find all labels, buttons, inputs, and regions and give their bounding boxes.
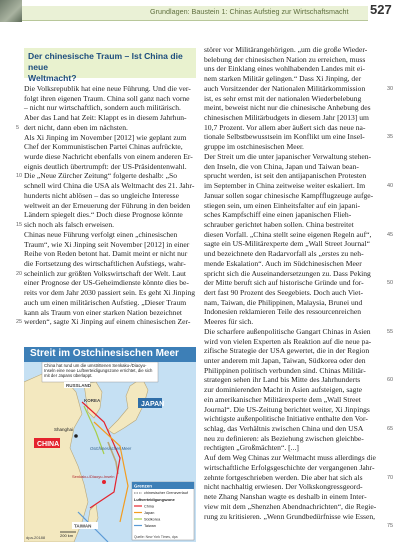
text-line: diesen Vorfall. „China stellt seine eigenen Regeln auf“, xyxy=(204,229,372,239)
left-text-column xyxy=(24,84,196,327)
islands-marker xyxy=(102,480,106,484)
map-title-bar xyxy=(24,347,196,362)
scale-label: 200 km xyxy=(60,533,74,538)
text-line: Journal“. Die US-Zeitung berichtet weiter, Xi Jinpings xyxy=(204,404,370,414)
text-line: Meeres für sich. xyxy=(204,317,254,327)
text-line: – nicht nur wirtschaftlich, sondern auch militärisch. xyxy=(24,103,181,113)
text-line: dert fast 90 Prozent des Seegebiets. Doch auch Viet- xyxy=(204,287,364,297)
article-title-line: Der chinesische Traum – Ist China die neue xyxy=(28,51,183,72)
text-line: Januar sollen sogar chinesische Kampfflugzeuge aufge- xyxy=(204,190,374,200)
line-number: 45 xyxy=(387,231,394,238)
line-number: 70 xyxy=(387,474,394,481)
text-line: der Mitte beruft sich auf historische Gründe und for- xyxy=(204,278,364,288)
text-line: dert nicht, dann eben im nächsten. xyxy=(24,122,128,132)
running-header xyxy=(0,0,400,24)
china-label: CHINA xyxy=(37,441,60,448)
line-number: 60 xyxy=(387,377,394,384)
text-line: Die scharfere außenpolitische Gangart Chinas in Asien xyxy=(204,326,371,336)
korea-label: KOREA xyxy=(84,398,101,403)
text-line: die Fortsetzung des wirtschaftlichen Aufstiegs, wahr- xyxy=(24,258,186,268)
text-line: wichtigste außenpolitische Initiative enthalte den Vor- xyxy=(204,414,368,424)
text-line: Als Xi Jinping im November [2012] wie geplant zum xyxy=(24,132,187,142)
text-line: Indonesien reklamieren Teile des ressourcenreichen xyxy=(204,307,362,317)
legend-title: Grenzen xyxy=(134,483,153,489)
text-line: stiegen sein, um einen Einheitsfalter auf ein japani- xyxy=(204,200,361,210)
taiwan-label: TAIWAN xyxy=(74,523,92,529)
text-line: scheinlich zur größten Volkswirtschaft der Welt. Laut xyxy=(24,268,186,278)
right-text-column xyxy=(204,45,384,521)
line-number: 35 xyxy=(387,134,394,141)
text-line: eignis deutlich übertrumpft: der US-Präsidentenwahl. xyxy=(24,161,187,171)
text-line: Ländern spiegelt dies.“ Doch diese Prognose könnte xyxy=(24,210,183,220)
text-line: den Inseln, die von China, Japan und Taiwan bean- xyxy=(204,161,359,171)
text-line: sprucht werden, ist seit den antijapanischen Protesten xyxy=(204,171,367,181)
text-line: im September in China zeitweise weiter eskaliert. Im xyxy=(204,181,366,191)
text-line: sagte ein US-Militärexperte dem „Wall Street Journal“ xyxy=(204,239,370,249)
source-note: Quelle: New York Times, dpa xyxy=(134,535,178,539)
text-line: wurde diese Nachricht ebenfalls von einem anderen Er- xyxy=(24,152,193,162)
text-line: Die Volksrepublik hat eine neue Führung. Und die ver- xyxy=(24,84,191,93)
text-line: unter anderem mit Japan, Taiwan, Südkorea oder den xyxy=(204,356,366,365)
text-line: Auf dem Weg Chinas zur Weltmacht muss allerdings die xyxy=(204,453,376,463)
text-line: nem starken Militär gelingen.“ Dass Xi Jinping, der xyxy=(204,74,362,84)
line-number: 15 xyxy=(16,222,23,229)
text-line: werden“, sagte Xi Jinping auf einem chinesischen Zer- xyxy=(24,317,191,327)
line-number: 10 xyxy=(16,173,23,180)
text-line: Aber das Land hat Zeit: Klappt es in diesem Jahrhun- xyxy=(24,113,187,123)
text-line: Chef der Kommunistischen Partei Chinas aufrückte, xyxy=(24,142,183,152)
text-line: Traum“, wie Xi Jinping seit November [2012] in einer xyxy=(24,239,190,249)
text-line: strategen sehen ihr Land bis Mitte des Jahrhunderts xyxy=(204,375,361,385)
line-number: 20 xyxy=(16,270,23,277)
text-line: uns der Einklang eines wohlhabenden Landes mit ei- xyxy=(204,64,365,74)
text-line: rung zu kritisieren. „Wenn Grundbedürfnisse wie Essen, xyxy=(204,511,376,521)
text-line: zifische Strategie der USA gewertet, die in der Region xyxy=(204,346,370,356)
shanghai-label: Shanghai xyxy=(54,427,74,432)
line-number: 30 xyxy=(387,85,394,92)
line-number: 25 xyxy=(16,319,23,326)
text-line: störer vor Militärangehörigen. „um die große Wieder- xyxy=(204,45,368,54)
text-line: schrauber gerichtet haben sollen. China bestreitet xyxy=(204,219,354,229)
line-number: 40 xyxy=(387,183,394,190)
text-line: tionale Selbstbewusstsein im Konflikt um eine Insel- xyxy=(204,132,365,142)
text-line: kann als Traum von einer starken Nation bezeichnet xyxy=(24,307,182,317)
japan-label: JAPAN xyxy=(141,401,165,408)
text-line: belebung der chinesischen Nation zu erreichen, muss xyxy=(204,54,366,64)
text-line: weltweit an der Erneuerung der Führung in den beiden xyxy=(24,200,191,210)
text-line: spricht sich die Auseinandersetzungen zu. Dass Peking xyxy=(204,268,371,278)
legend-zone-title: Luftverteidigungszone xyxy=(134,498,175,502)
text-line: Philippinen politisch verbunden sind. Chinas Militär- xyxy=(204,365,366,375)
text-line: reits vor dem Jahr 2030 passiert sein. Es geht Xi Jinping xyxy=(24,288,196,298)
map-callout: China hat rund um die umstrittenen Senkaku-/Diaoyu-Inseln eine neue Luftverteidigungszone errichtet, die sich mit der Japans überlappt. xyxy=(44,363,153,379)
russia-label: RUSSLAND xyxy=(66,383,92,388)
article-title xyxy=(28,51,196,84)
text-line: sich noch als falsch erweisen. xyxy=(24,220,115,230)
text-line: nete Zhang Nanshan wagte es deshalb in einem Inter- xyxy=(204,492,367,502)
map-graphic xyxy=(24,362,196,542)
text-line: nicht nachhaltig erwiesen. Der Volkskongressgeord- xyxy=(204,482,363,492)
text-line: meint, beweist nicht nur die chinesische Anhebung des xyxy=(204,103,371,113)
legend-item-label: Japan xyxy=(144,510,155,515)
text-line: folgt ihren eigenen Traum. China soll ganz nach vorne xyxy=(24,93,190,103)
line-number: 5 xyxy=(16,124,20,131)
line-number: 55 xyxy=(387,328,394,335)
text-line: chinesischen Militärbudgets in diesem Jahr [2013] um xyxy=(204,113,369,123)
map-title: Streit im Ostchinesischen Meer xyxy=(30,348,179,359)
text-line: Reihe von Reden betont hat. Damit meint er nicht nur xyxy=(24,249,188,259)
text-line: schlag, das Verhältnis zwischen China und den USA xyxy=(204,424,364,434)
text-line: neu zu definieren: als Beziehung zwischen gleichbe- xyxy=(204,433,364,443)
text-line: zehnte fortgeschrieben werden. Die aber hat sich als xyxy=(204,472,363,482)
text-line: gruppe im ostchinesischen Meer. xyxy=(204,142,304,152)
text-line: zur dominierenden Macht in Asien aufsteigen, sagte xyxy=(204,385,362,395)
running-title: Grundlagen: Baustein 1: Chinas Aufstieg zur Wirtschaftsmacht xyxy=(150,7,349,16)
text-line: rechtigten „Großmächten“. [...] xyxy=(204,443,299,453)
legend-item-label: Südkorea xyxy=(144,517,161,522)
sea-label: Ostchinesisches Meer xyxy=(90,446,132,451)
text-line: hunderts nicht ablösen – das so ungleiche Interesse xyxy=(24,190,179,200)
text-line: Die „Neue Zürcher Zeitung“ folgerte deshalb: „So xyxy=(24,171,178,181)
legend-item-label: Taiwan xyxy=(144,523,156,528)
text-line: view mit dem „Shenzhen Abendnachrichten“, die Regie- xyxy=(204,501,377,511)
text-line: schnell wird China die USA als Weltmacht des 21. Jahr- xyxy=(24,181,195,191)
shanghai-marker xyxy=(74,434,78,438)
text-line: ist, es sehr ernst mit der nationalen Wiederbelebung xyxy=(204,93,362,103)
text-line: auch Vorsitzender der Nationalen Militärkommission xyxy=(204,83,366,93)
text-line: wirtschaftliche Erfolgsgeschichte der vergangenen Jahr- xyxy=(204,462,375,472)
text-line: nam, Taiwan, die Philippinen, Malaysia, Brunei und xyxy=(204,297,363,307)
source-code: dpa-20188 xyxy=(26,535,46,540)
header-photo xyxy=(0,0,22,22)
text-line: sches Kampfschiff eine einen japanischen Flieh- xyxy=(204,210,352,220)
islands-label: Senkaku-/Diaoyu-Inseln xyxy=(72,474,115,479)
text-line: Der Streit um die unter japanischer Verwaltung stehen- xyxy=(204,151,372,161)
text-line: einer Prognose der US-Geheimdienste könnte dies be- xyxy=(24,278,189,288)
line-number: 50 xyxy=(387,280,394,287)
map xyxy=(24,362,196,542)
legend-item-label: China xyxy=(144,504,154,509)
text-line: und bezeichnete den Radarvorfall als „erstes zu neh- xyxy=(204,249,364,259)
text-line: auch um einen militärischen Aufstieg. „Dieser Traum xyxy=(24,297,187,307)
line-number: 75 xyxy=(387,523,394,530)
text-line: mende Eskalation“. Auch im Südchinesischen Meer xyxy=(204,258,362,268)
text-line: ein amerikanischer Militärexperte dem „Wall Street xyxy=(204,394,361,404)
text-line: 10,7 Prozent. Vor allem aber äußert sich das neue na- xyxy=(204,122,366,132)
legend-coast-label: chinesischer Grenzverlauf xyxy=(144,491,188,495)
line-number: 65 xyxy=(387,426,394,433)
text-line: wird von vielen Experten als Reaktion auf die neue pa- xyxy=(204,336,372,346)
article-title-box xyxy=(24,48,196,83)
page-number: 527 xyxy=(370,2,392,17)
article-title-line: Weltmacht? xyxy=(28,73,77,83)
text-line: Chinas neue Führung verfolgt einen „chinesischen xyxy=(24,229,178,239)
